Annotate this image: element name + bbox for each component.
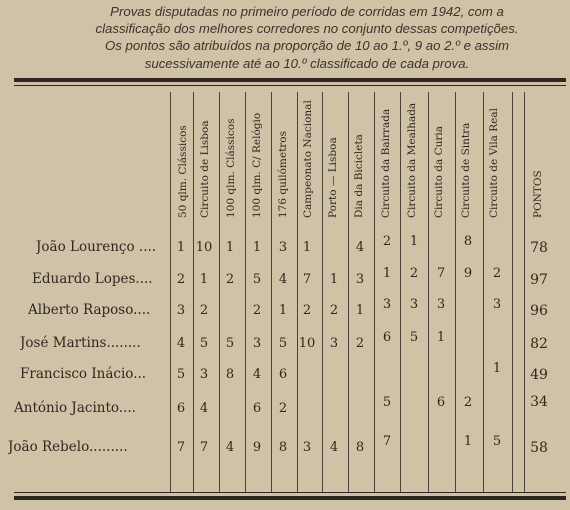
- score-cell: 1: [355, 303, 365, 318]
- score-cell: 2: [278, 401, 288, 416]
- score-cell: 8: [355, 440, 365, 455]
- score-cell: 3: [329, 336, 339, 351]
- points-cell: 96: [530, 303, 548, 319]
- score-cell: 8: [225, 367, 235, 382]
- points-cell: 82: [530, 336, 548, 352]
- column-divider: [245, 92, 246, 492]
- score-cell: 3: [382, 297, 392, 312]
- score-cell: 6: [436, 395, 446, 410]
- column-header-label: 100 qlm. C/ Relógio: [251, 112, 263, 218]
- score-cell: 6: [278, 367, 288, 382]
- score-cell: 6: [382, 330, 392, 345]
- score-cell: 3: [278, 240, 288, 255]
- score-cell: 4: [225, 440, 235, 455]
- points-cell: 58: [530, 440, 548, 456]
- score-cell: 5: [492, 434, 502, 449]
- race-column-header: [429, 90, 449, 230]
- intro-line: classificação dos melhores corredores no conjunto dessas competições.: [95, 21, 519, 37]
- rider-name: José Martins........: [20, 335, 141, 351]
- rider-name: António Jacinto....: [14, 400, 136, 416]
- score-cell: 2: [463, 395, 473, 410]
- column-divider: [271, 92, 272, 492]
- race-column-header: [273, 90, 293, 230]
- score-cell: 1: [302, 240, 312, 255]
- race-column-header: [221, 90, 241, 230]
- score-cell: 1: [199, 272, 209, 287]
- score-cell: 5: [252, 272, 262, 287]
- column-divider: [219, 92, 220, 492]
- rider-name: João Lourenço ....: [36, 239, 157, 255]
- score-cell: 4: [329, 440, 339, 455]
- column-header-label: 100 qlm. Clássicos: [225, 118, 237, 218]
- score-cell: 2: [355, 336, 365, 351]
- race-column-header: [195, 90, 215, 230]
- column-header-label: Circuito da Bairrada: [380, 108, 392, 218]
- race-column-header: [349, 90, 369, 230]
- column-header-label: Circuito da Mealhada: [406, 102, 418, 218]
- score-cell: 5: [176, 367, 186, 382]
- score-cell: 2: [492, 266, 502, 281]
- column-divider: [374, 92, 375, 492]
- points-cell: 49: [530, 367, 548, 383]
- score-cell: 4: [278, 272, 288, 287]
- score-cell: 9: [252, 440, 262, 455]
- score-cell: 3: [176, 303, 186, 318]
- race-column-header: [484, 90, 504, 230]
- column-divider: [193, 92, 194, 492]
- intro-line: sucessivamente até ao 10.º classificado de cada prova.: [144, 55, 470, 71]
- race-column-header: [173, 90, 193, 230]
- score-cell: 2: [409, 266, 419, 281]
- score-cell: 8: [463, 234, 473, 249]
- race-column-header: [323, 90, 343, 230]
- column-header-label: 50 qlm. Clássicos: [177, 125, 189, 218]
- bottom-thin-rule: [14, 492, 566, 493]
- score-cell: 1: [252, 240, 262, 255]
- score-cell: 1: [225, 240, 235, 255]
- score-cell: 5: [278, 336, 288, 351]
- points-column-header: [528, 90, 548, 230]
- race-column-header: [456, 90, 476, 230]
- score-cell: 1: [436, 330, 446, 345]
- bottom-thick-rule: [14, 496, 566, 500]
- score-cell: 3: [302, 440, 312, 455]
- intro-line: Provas disputadas no primeiro período de corridas em 1942, com a: [110, 4, 504, 19]
- column-header-label: Porto — Lisboa: [327, 137, 339, 218]
- score-cell: 5: [225, 336, 235, 351]
- score-cell: 3: [252, 336, 262, 351]
- score-cell: 1: [176, 240, 186, 255]
- score-cell: 3: [492, 297, 502, 312]
- score-cell: 3: [199, 367, 209, 382]
- score-cell: 7: [302, 272, 312, 287]
- score-cell: 9: [463, 266, 473, 281]
- column-header-label: PONTOS: [532, 170, 544, 218]
- column-header-label: Circuito de Lisboa: [199, 120, 211, 218]
- score-cell: 4: [355, 240, 365, 255]
- score-cell: 2: [176, 272, 186, 287]
- score-cell: 5: [382, 395, 392, 410]
- score-cell: 6: [252, 401, 262, 416]
- score-cell: 2: [199, 303, 209, 318]
- column-divider: [170, 92, 171, 492]
- column-divider: [512, 92, 513, 492]
- points-cell: 34: [530, 394, 548, 410]
- score-cell: 6: [176, 401, 186, 416]
- score-cell: 1: [409, 234, 419, 249]
- rider-name: Alberto Raposo....: [28, 302, 151, 318]
- score-cell: 1: [382, 266, 392, 281]
- score-cell: 8: [278, 440, 288, 455]
- score-cell: 7: [382, 434, 392, 449]
- score-cell: 4: [252, 367, 262, 382]
- score-cell: 5: [199, 336, 209, 351]
- score-cell: 7: [199, 440, 209, 455]
- score-cell: 2: [252, 303, 262, 318]
- column-header-label: Circuito de Sintra: [460, 122, 472, 218]
- column-header-label: Campeonato Nacional: [302, 100, 314, 218]
- top-thick-rule: [14, 78, 566, 82]
- score-cell: 7: [436, 266, 446, 281]
- column-divider: [400, 92, 401, 492]
- score-cell: 10: [298, 336, 316, 351]
- rider-name: João Rebelo.........: [8, 439, 128, 455]
- column-header-label: Circuito da Curia: [433, 125, 445, 218]
- score-cell: 3: [355, 272, 365, 287]
- points-cell: 97: [530, 272, 548, 288]
- intro-paragraph: [52, 3, 562, 72]
- score-cell: 1: [329, 272, 339, 287]
- race-column-header: [376, 90, 396, 230]
- score-cell: 2: [329, 303, 339, 318]
- intro-line: Os pontos são atribuídos na proporção de 10 ao 1.º, 9 ao 2.º e assim: [104, 38, 510, 54]
- score-cell: 3: [436, 297, 446, 312]
- column-header-label: Circuito de Vila Real: [488, 107, 500, 218]
- column-header-label: 176 quilómetros: [277, 130, 289, 218]
- race-column-header: [247, 90, 267, 230]
- race-column-header: [402, 90, 422, 230]
- score-cell: 10: [195, 240, 213, 255]
- score-cell: 2: [225, 272, 235, 287]
- top-thin-rule: [14, 85, 566, 86]
- column-header-label: Dia da Bicicleta: [353, 134, 365, 218]
- race-column-header: [298, 90, 318, 230]
- rider-name: Francisco Inácio...: [20, 366, 147, 382]
- score-cell: 4: [176, 336, 186, 351]
- points-cell: 78: [530, 240, 548, 256]
- column-divider: [524, 92, 525, 492]
- score-cell: 4: [199, 401, 209, 416]
- score-cell: 7: [176, 440, 186, 455]
- score-cell: 1: [492, 361, 502, 376]
- score-cell: 3: [409, 297, 419, 312]
- score-cell: 1: [463, 434, 473, 449]
- rider-name: Eduardo Lopes....: [32, 271, 153, 287]
- score-cell: 5: [409, 330, 419, 345]
- score-cell: 2: [382, 234, 392, 249]
- score-cell: 2: [302, 303, 312, 318]
- score-cell: 1: [278, 303, 288, 318]
